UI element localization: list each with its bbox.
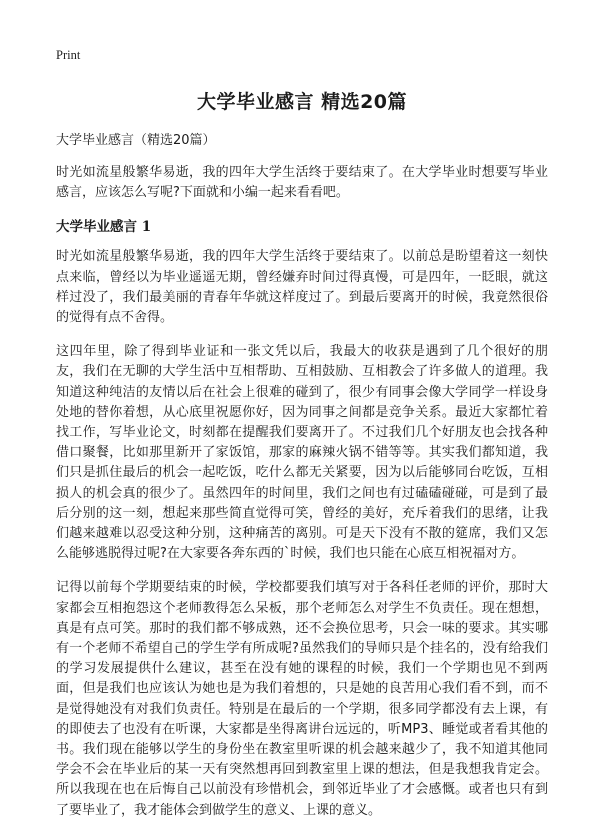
section-heading: 大学毕业感言 1 [56,219,152,236]
document-subtitle: 大学毕业感言（精选20篇） [56,133,216,148]
document-page [56,44,548,835]
body-paragraph-3: 记得以前每个学期要结束的时候，学校都要我们填写对于各科任老师的评价，那时大家都会互相抱怨这个老师教得怎么呆板，那个老师怎么对学生不负责任。现在想想，真是有点可笑。那时的我们都不够成熟，还不会换位思考，只会一味的要求。其实哪有一个老师不希望自己的学生学有所成呢?虽然我们的导师只是个挂名的，没有给我们的学习发展提供什么建议，甚至在没有她的课程的时候，我们一个学期也见不到两面，但是我们也应该认为她也是为我们着想的，只是她的良苦用心我们看不到，而不是觉得她没有对我们负责任。特别是在最后的一个学期，很多同学都没有去上课，有的即使去了也没有在听课，大家都是坐得离讲台远远的，听MP3、睡觉或者看其他的书。我们现在能够以学生的身份坐在教室里听课的机会越来越少了，我不知道其他同学会不会在毕业后的某一天有突然想再回到教室里上课的想法，但是我想我肯定会。所以我现在也在后悔自己以前没有珍惜机会，到邻近毕业了才会感慨。或者也只有到了要毕业了，我才能体会到做学生的意义、上课的意义。 [56,580,548,818]
intro-paragraph: 时光如流星般繁华易逝，我的四年大学生活终于要结束了。在大学毕业时想要写毕业感言，应该怎么写呢?下面就和小编一起来看看吧。 [56,165,548,201]
body-paragraph-1: 时光如流星般繁华易逝，我的四年大学生活终于要结束了。以前总是盼望着这一刻快点来临，曾经以为毕业遥遥无期，曾经嫌弃时间过得真慢，可是四年，一眨眼，就这样过没了，我们最美丽的青春年华就这样度过了。到最后要离开的时候，我竟然很俗的觉得有点不舍得。 [56,249,548,326]
document-title: 大学毕业感言 精选20篇 [196,91,408,113]
print-link[interactable]: Print [56,48,81,62]
body-paragraph-2: 这四年里，除了得到毕业证和一张文凭以后，我最大的收获是遇到了几个很好的朋友，我们在无聊的大学生活中互相帮助、互相鼓励、互相教会了许多做人的道理。我知道这种纯洁的友情以后在社会上很难的碰到了，很少有同事会像大学同学一样设身处地的替你着想，从心底里祝愿你好，因为同事之间都是竞争关系。最近大家都忙着找工作，写毕业论文，时刻都在提醒我们要离开了。不过我们几个好朋友也会找各种借口聚餐，比如那里新开了家饭馆，那家的麻辣火锅不错等等。其实我们都知道，我们只是抓住最后的机会一起吃饭，吃什么都无关紧要，因为以后能够同台吃饭，互相损人的机会真的很少了。虽然四年的时间里，我们之间也有过磕磕碰碰，可是到了最后分别的这一刻，想起来那些简直觉得可笑，曾经的美好，充斥着我们的思绪，让我们越来越难以忍受这种分别，这种痛苦的离别。可是天下没有不散的筵席，我们又怎么能够逃脱得过呢?在大家要各奔东西的`时候，我们也只能在心底互相祝福对方。 [56,344,548,562]
